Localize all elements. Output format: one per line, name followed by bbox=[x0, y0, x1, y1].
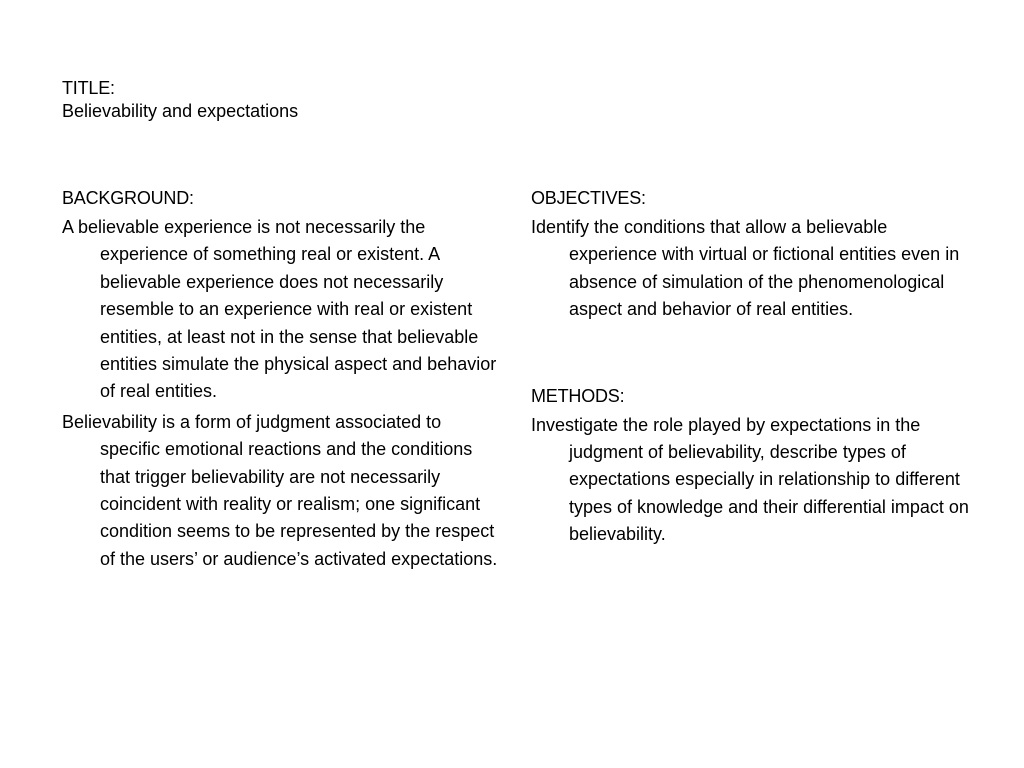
objectives-paragraph: Identify the conditions that allow a believable experience with virtual or fictional entities even in absence of simulation of the phenomenological aspect and behavior of real entities. bbox=[531, 217, 960, 320]
title-section bbox=[62, 77, 662, 123]
background-heading: BACKGROUND: bbox=[62, 188, 194, 208]
title-label: TITLE: bbox=[62, 78, 115, 98]
section-spacer bbox=[531, 327, 971, 384]
objectives-heading: OBJECTIVES: bbox=[531, 188, 646, 208]
page-title: Believability and expectations bbox=[62, 101, 299, 121]
methods-paragraph: Investigate the role played by expectations in the judgment of believability, describe types of expectations especially in relationship to different types of knowledge and their differential impact on believability. bbox=[531, 414, 969, 545]
background-paragraph: A believable experience is not necessarily the experience of something real or existent. A believable experience does not necessarily resemble to an experience with real or existent entities, at least not in the sense that believable entities simulate the physical aspect and behavior of real entities. bbox=[62, 217, 497, 402]
background-section bbox=[62, 186, 502, 576]
right-column bbox=[531, 186, 971, 552]
methods-section bbox=[531, 384, 971, 549]
methods-heading: METHODS: bbox=[531, 385, 625, 406]
background-paragraph: Believability is a form of judgment associated to specific emotional reactions and the conditions that trigger believability are not necessarily coincident with reality or realism; one significant condition seems to be represented by the respect of the users’ or audience’s activated expectations. bbox=[62, 411, 498, 569]
objectives-section bbox=[531, 186, 971, 324]
